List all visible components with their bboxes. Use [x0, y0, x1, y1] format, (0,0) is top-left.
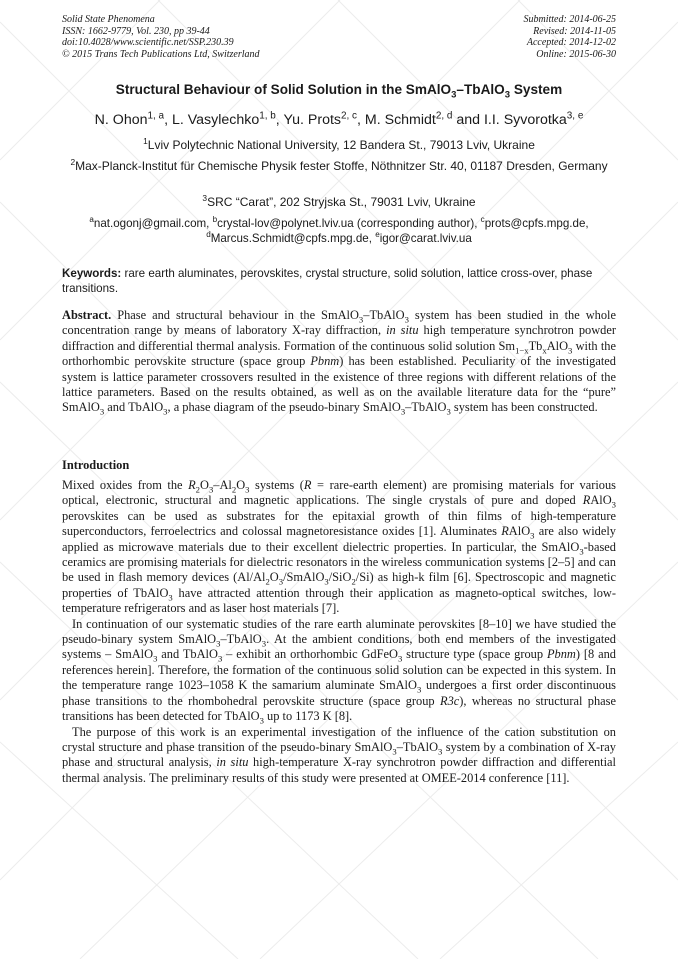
space-group-r3c: R3c [440, 693, 460, 708]
email-link[interactable]: igor@carat.lviv.ua [379, 231, 472, 245]
author-list: N. Ohon$^{1, a}$, L. Vasylechko$^{1, b}$, Yu. Prots$^{2, c}$, M. Schmidt$^{2, d}$ and I.I. Syvorotka$^{3, e}$ [94, 110, 584, 128]
issn-line: ISSN: 1662-9779, Vol. 230, pp 39-44 [62, 25, 210, 37]
introduction-body [62, 478, 616, 786]
author-name: Yu. Prots [283, 112, 342, 128]
copyright-line: © 2015 Trans Tech Publications Ltd, Switzerland [62, 48, 260, 60]
paper-title: Structural Behaviour of Solid Solution in the SmAlO$_3$–TbAlO$_3$ System [115, 82, 563, 101]
affiliation-3: $^3$SRC “Carat”, 202 Stryjska St., 79031 Lviv, Ukraine [202, 193, 476, 209]
paragraph: In continuation of our systematic studies of the rare earth aluminate perovskites [8–10] we have studied the pseudo-binary system SmAlO$_3$–TbAlO$_3$. At the ambient conditions, both end members of the investigated systems – SmAlO$_3$ and TbAlO$_3$ – exhibit an orthorhombic GdFeO$_3$ structure type (space group Pbnm) [8 and references herein]. Therefore, the formation of the continuous solid solution can be expected in this system. In the temperature range 1023–1058 K the samarium aluminate SmAlO$_3$ undergoes a first order discontinuous phase transitions to the rhombohedral perovskite structure (space group R3c), whereas no structural phase transitions has been detected for TbAlO$_3$ up to 1173 K [8]. [62, 616, 616, 726]
email-link[interactable]: nat.ogonj@gmail.com, [93, 217, 213, 230]
author-name: L. Vasylechko [171, 112, 260, 128]
email-link[interactable]: Marcus.Schmidt@cpfs.mpg.de, [210, 231, 376, 245]
publication-meta [62, 14, 260, 60]
email-list: $^a$nat.ogonj@gmail.com, $^b$crystal-lov@polynet.lviv.ua (corresponding author), $^c$prots@cpfs.mpg.de, $^d$Marcus.Schmidt@cpfs.mpg.de, $^e$igor@carat.lviv.ua [89, 215, 589, 245]
email-link[interactable]: prots@cpfs.mpg.de, [484, 217, 589, 230]
paragraph: Mixed oxides from the $R_2O_3-Al_2O_3$ systems (R = rare-earth element) are promising materials for various optical, electronic, structural and magnetic applications. The single crystals of pure and doped RAlO$_3$ perovskites can be used as substrates for the epitaxial growth of thin films of high-temperature superconductors, ferroelectrics and colossal magnetoresistance oxides [1]. Aluminates RAlO$_3$ are also widely applied as microwave materials due to their excellent dielectric properties. In particular, the SmAlO$_3$-based ceramics are promising materials for dielectric resonators in the wireless communication systems [2–5] and can be used in flash memory devices $(Al/Al_2O_3/SmAlO_3/SiO_2/Si)$ as high-k film [6]. Spectroscopic and magnetic properties of TbAlO$_3$ have attracted attention through their application as magneto-optical switches, low-temperature refrigerators and as laser host materials [7]. [62, 478, 616, 616]
publication-dates [524, 14, 617, 60]
section-heading-introduction: Introduction [62, 458, 130, 472]
online-date: Online: 2015-06-30 [536, 48, 616, 60]
author-name: N. Ohon [94, 112, 148, 128]
author-name: M. Schmidt [364, 112, 436, 128]
keywords: Keywords: rare earth aluminates, perovskites, crystal structure, solid solution, lattice cross-over, phase transitions. [62, 267, 593, 295]
affiliation-1: $^1$Lviv Polytechnic National University, 12 Bandera St., 79013 Lviv, Ukraine [143, 136, 535, 152]
submitted-date: Submitted: 2014-06-25 [523, 14, 616, 25]
abstract-label: Abstract. [62, 308, 112, 322]
paragraph: The purpose of this work is an experimental investigation of the influence of the cation substitution on crystal structure and phase transition of the pseudo-binary SmAlO$_3$–TbAlO$_3$ system by a combination of X-ray phase and structural analysis, in situ high-temperature X-ray synchrotron powder diffraction and differential thermal analysis. The preliminary results of this study were presented at OMEE-2014 conference [11]. [62, 724, 616, 785]
author-affil-mark: 2, d [435, 110, 453, 122]
keywords-label: Keywords: [62, 267, 122, 280]
affiliation-2: $^2$Max-Planck-Institut für Chemische Physik fester Stoffe, Nöthnitzer Str. 40, 01187 Dresden, Germany [70, 157, 608, 173]
author-affil-mark: 3, e [566, 110, 584, 122]
author-name: I.I. Syvorotka [483, 112, 567, 128]
accepted-date: Accepted: 2014-12-02 [526, 37, 616, 48]
abstract: Abstract. Phase and structural behaviour in the SmAlO$_3$–TbAlO$_3$ system has been studied in the whole concentration range by means of laboratory X-ray diffraction, in situ high temperature synchrotron powder diffraction and differential thermal analysis. Formation of the continuous solid solution $Sm_{1-x}Tb_xAlO_3$ with the orthorhombic perovskite structure (space group Pbnm) has been established. Peculiarity of the investigated system is lattice parameter crossovers resulted in the existence of three regions with different relations of the lattice parameters. Based on the results obtained, as well as on the available literature data for the “pure” SmAlO$_3$ and TbAlO$_3$, a phase diagram of the pseudo-binary SmAlO$_3$–TbAlO$_3$ system has been constructed. [62, 308, 616, 417]
doi-line: doi:10.4028/www.scientific.net/SSP.230.39 [62, 37, 234, 48]
author-affil-mark: 1, a [147, 110, 165, 122]
email-link[interactable]: crystal-lov@polynet.lviv.ua (corresponding author), [217, 217, 481, 230]
author-affil-mark: 1, b [259, 110, 276, 122]
journal-name: Solid State Phenomena [62, 14, 155, 25]
author-affil-mark: 2, c [341, 110, 358, 122]
revised-date: Revised: 2014-11-05 [533, 25, 616, 37]
